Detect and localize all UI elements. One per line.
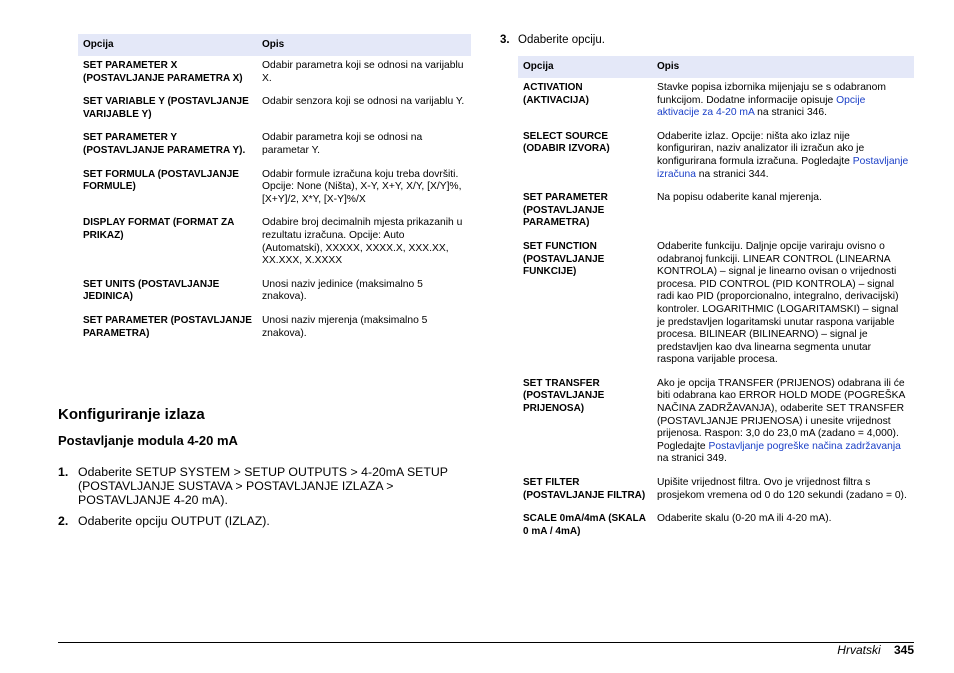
description-text: Stavke popisa izbornika mijenjaju se s odabranom funkcijom. Dodatne informacije opisuje [657,82,886,106]
description-cell [652,78,914,127]
step-text: Odaberite SETUP SYSTEM > SETUP OUTPUTS > 4-20mA SETUP (POSTAVLJANJE SUSTAVA > POSTAVLJANJE IZLAZA > POSTAVLJANJE 4-20 mA). [78,465,448,507]
section-title: Konfiguriranje izlaza [58,406,205,423]
description-text: Odaberite funkciju. Daljnje opcije variraju ovisno o odabranoj funkciji. LINEAR CONTROL (LINEARNA KONTROLA) – signal je linearno ovisan o vrijednosti procesa. PID CONTROL (PID KONTROLA) – signal radi kao PID (proporcionalno, integralno, derivacijski) kontroler. LOGARITHMIC (LOGARITAMSKI) – signal je predstavljen logaritamski unutar raspona varijable procesa. BILINEAR (BILINEARNO) – signal je predstavljen kao dva linearna segmenta unutar raspona varijable procesa. [657,240,899,366]
description-text: Odaberite skalu (0-20 mA ili 4-20 mA). [657,513,832,525]
option-cell: SET PARAMETER X (POSTAVLJANJE PARAMETRA X) [83,60,243,84]
right-options-table [518,56,914,545]
description-cell: Odabir parametra koji se odnosi na parametar Y. [262,132,423,156]
step-number: 2. [58,514,69,528]
option-cell: SET FORMULA (POSTAVLJANJE FORMULE) [83,168,239,193]
table-row [518,509,914,545]
table-row [518,127,914,188]
step-number: 1. [58,465,69,479]
description-cell [652,473,914,509]
left-options-table-container [78,34,471,347]
description-cell: Odabire broj decimalnih mjesta prikazanih u rezultatu izračuna. Opcije: Auto (Automatski), XXXXX, XXXX.X, XXX.XX, XX.XXX, X.XXXX [262,217,463,267]
subsection-title: Postavljanje modula 4-20 mA [58,433,238,448]
description-text: na stranici 344. [695,168,769,180]
table-row [78,128,471,164]
option-cell: SCALE 0mA/4mA (SKALA 0 mA / 4mA) [523,513,646,537]
step-text: Odaberite opciju OUTPUT (IZLAZ). [78,514,270,528]
description-text: na stranici 349. [657,453,727,465]
column-header-description: Opis [652,56,914,78]
table-row [518,237,914,374]
description-cell: Unosi naziv mjerenja (maksimalno 5 znakova). [262,314,428,339]
description-text: na stranici 346. [754,107,827,119]
table-row [518,188,914,237]
table-row [78,311,471,347]
table-row [518,374,914,473]
description-cell: Odabir formule izračuna koju treba dovršiti. Opcije: None (Ništa), X-Y, X+Y, X/Y, [X/Y]%, [X+Y]/2, X*Y, [X-Y]%/X [262,168,462,205]
cross-reference-link[interactable]: Postavljanje izračuna [657,155,909,180]
table-row [518,78,914,127]
description-cell [652,374,914,473]
option-cell: SET PARAMETER (POSTAVLJANJE PARAMETRA) [83,314,252,339]
option-cell: SELECT SOURCE (ODABIR IZVORA) [523,130,610,155]
option-cell: SET UNITS (POSTAVLJANJE JEDINICA) [83,278,220,303]
option-cell: SET PARAMETER (POSTAVLJANJE PARAMETRA) [523,192,608,229]
table-row [78,213,471,274]
description-cell: Odabir parametra koji se odnosi na varijablu X. [262,60,464,84]
description-text: Na popisu odaberite kanal mjerenja. [657,192,822,204]
right-options-table-container [518,56,914,545]
description-cell: Unosi naziv jedinice (maksimalno 5 znakova). [262,278,423,303]
description-cell [652,188,914,237]
option-cell: SET PARAMETER Y (POSTAVLJANJE PARAMETRA Y). [83,132,246,156]
table-row [78,92,471,128]
table-row [78,56,471,92]
page-footer [837,643,914,657]
description-cell [652,127,914,188]
step-text: Odaberite opciju. [518,34,605,46]
description-text: Odaberite izlaz. Opcije: ništa ako izlaz nije konfiguriran, naziv analizator ili izračun ako je konfigurirana formula izračuna. Pogledajte [657,130,865,167]
cross-reference-link[interactable]: Opcije aktivacije za 4-20 mA [657,94,866,119]
option-cell: SET TRANSFER (POSTAVLJANJE PRIJENOSA) [523,377,605,415]
description-cell [652,509,914,545]
footer-divider [58,642,914,643]
table-header-row [518,56,914,78]
footer-language: Hrvatski [837,643,881,657]
option-cell: SET FILTER (POSTAVLJANJE FILTRA) [523,477,646,501]
option-cell: SET VARIABLE Y (POSTAVLJANJE VARIJABLE Y) [83,96,249,120]
option-cell: DISPLAY FORMAT (FORMAT ZA PRIKAZ) [83,217,234,241]
option-cell: SET FUNCTION (POSTAVLJANJE FUNKCIJE) [523,240,605,278]
table-header-row [78,34,471,56]
description-cell [652,237,914,374]
step-number: 3. [500,34,510,46]
column-header-description: Opis [257,34,471,56]
column-header-option: Opcija [518,56,652,78]
table-row [78,275,471,311]
description-cell: Odabir senzora koji se odnosi na varijablu Y. [262,96,465,108]
option-cell: ACTIVATION (AKTIVACIJA) [523,82,589,106]
column-header-option: Opcija [78,34,257,56]
page-number: 345 [893,643,914,657]
table-row [78,165,471,214]
description-text: Upišite vrijednost filtra. Ovo je vrijednost filtra s prosjekom vremena od 0 do 120 sekundi (zadano = 0). [657,477,907,501]
description-text: Ako je opcija TRANSFER (PRIJENOS) odabrana ili će biti odabrana kao ERROR HOLD MODE (POGREŠKA NAČINA ZADRŽAVANJA), odaberite SET TRANSFER (POSTAVLJANJE PRIJENOSA) i unesite vrijednost prijenosa. Raspon: 3,0 do 23,0 mA (zadano = 4,000). Pogledajte [657,377,905,452]
table-row [518,473,914,509]
cross-reference-link[interactable]: Postavljanje pogreške načina zadržavanja [708,440,901,452]
left-options-table [78,34,471,347]
